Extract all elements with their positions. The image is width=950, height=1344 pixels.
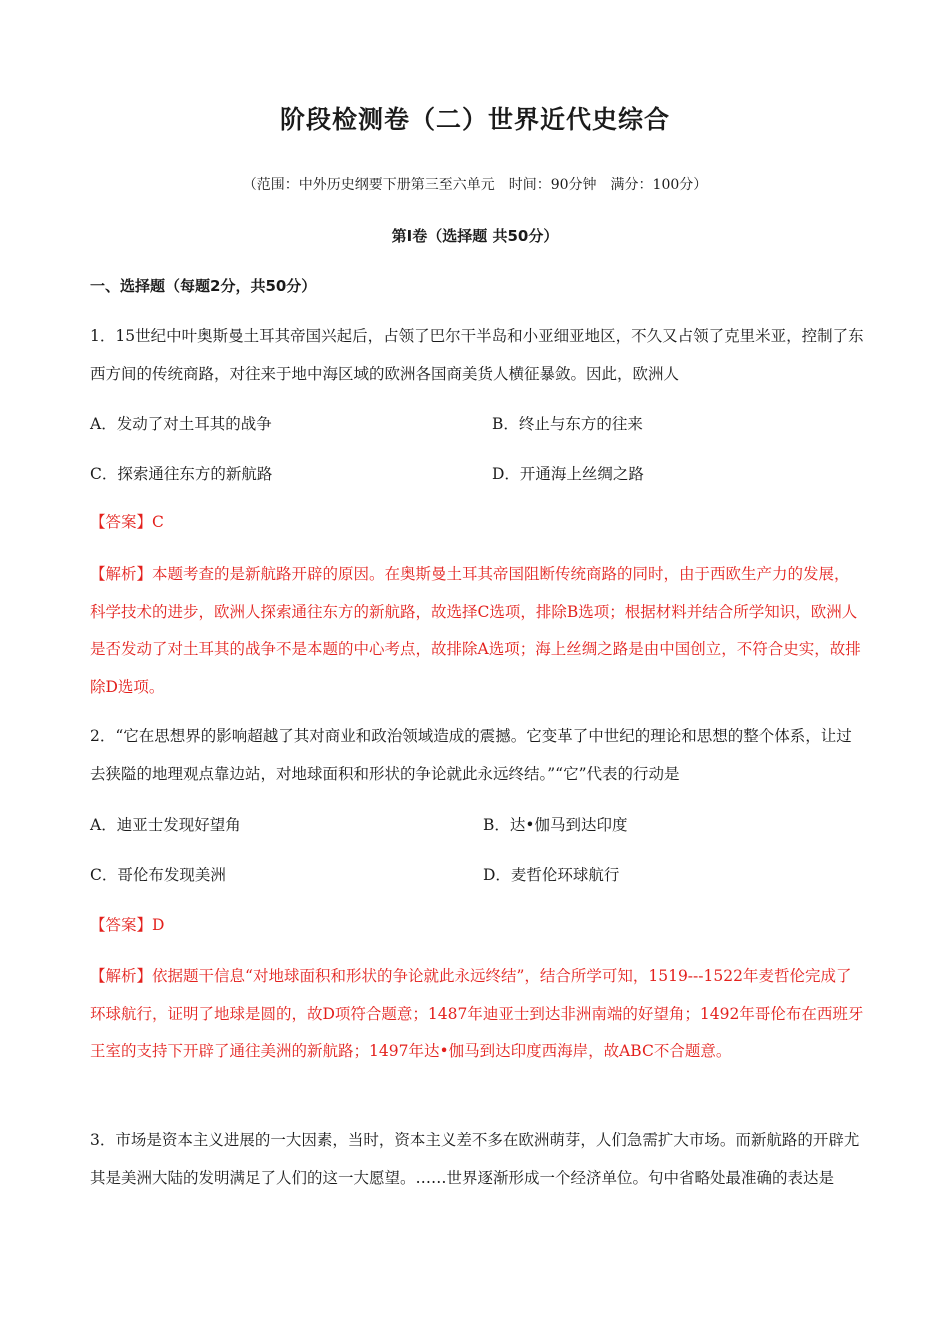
analysis-tag: 【解析】 — [90, 967, 153, 985]
question-1-analysis — [90, 556, 865, 706]
question-1-stem: 1．15世纪中叶奥斯曼土耳其帝国兴起后，占领了巴尔干半岛和小亚细亚地区，不久又占领了克里米亚，控制了东西方间的传统商路，对往来于地中海区域的欧洲各国商美货人横征暴敛。因此，欧洲人 — [90, 327, 864, 383]
section-heading: 一、选择题（每题2分，共50分） — [90, 277, 317, 295]
answer-value: C — [152, 513, 164, 531]
question-1-answer — [90, 504, 865, 542]
analysis-tag: 【解析】 — [90, 565, 153, 583]
question-2-option-a: A．迪亚士发现好望角 — [90, 816, 241, 834]
question-2-option-d: D．麦哲伦环球航行 — [483, 866, 620, 884]
question-2-analysis — [90, 958, 865, 1071]
question-1-option-c: C．探索通往东方的新航路 — [90, 465, 273, 483]
analysis-text: 本题考查的是新航路开辟的原因。在奥斯曼土耳其帝国阻断传统商路的同时，由于西欧生产力的发展，科学技术的进步，欧洲人探索通往东方的新航路，故选择C选项，排除B选项；根据材料并结合所学知识，欧洲人是否发动了对土耳其的战争不是本题的中心考点，故排除A选项；海上丝绸之路是由中国创立，不符合史实，故排除D选项。 — [90, 565, 861, 696]
analysis-text: 依据题干信息“对地球面积和形状的争论就此永远终结”，结合所学可知，1519---1522年麦哲伦完成了环球航行，证明了地球是圆的，故D项符合题意；1487年迪亚士到达非洲南端的好望角；1492年哥伦布在西班牙王室的支持下开辟了通往美洲的新航路；1497年达•伽马到达印度西海岸，故ABC不合题意。 — [90, 967, 864, 1060]
page-title: 阶段检测卷（二）世界近代史综合 — [279, 105, 670, 134]
question-2-option-b: B．达•伽马到达印度 — [483, 816, 628, 834]
question-1-option-d: D．开通海上丝绸之路 — [492, 465, 644, 483]
answer-tag: 【答案】 — [90, 513, 153, 531]
question-1-option-b: B．终止与东方的往来 — [492, 415, 643, 433]
question-3-stem: 3．市场是资本主义进展的一大因素，当时，资本主义差不多在欧洲萌芽，人们急需扩大市场。而新航路的开辟尤其是美洲大陆的发明满足了人们的这一大愿望。……世界逐渐形成一个经济单位。句中省略处最准确的表达是 — [90, 1131, 860, 1187]
question-2-option-c: C．哥伦布发现美洲 — [90, 866, 226, 884]
question-2-answer — [90, 907, 865, 945]
question-1-option-a: A．发动了对土耳其的战争 — [90, 415, 272, 433]
question-2-stem: 2．“它在思想界的影响超越了其对商业和政治领域造成的震撼。它变革了中世纪的理论和思想的整个体系，让过去狭隘的地理观点靠边站，对地球面积和形状的争论就此永远终结。”“它”代表的行动是 — [90, 727, 852, 783]
part-heading: 第Ⅰ卷（选择题 共50分） — [391, 227, 559, 245]
answer-tag: 【答案】 — [90, 916, 153, 934]
answer-value: D — [152, 916, 165, 934]
exam-scope: （范围：中外历史纲要下册第三至六单元 时间：90分钟 满分：100分） — [242, 177, 708, 193]
